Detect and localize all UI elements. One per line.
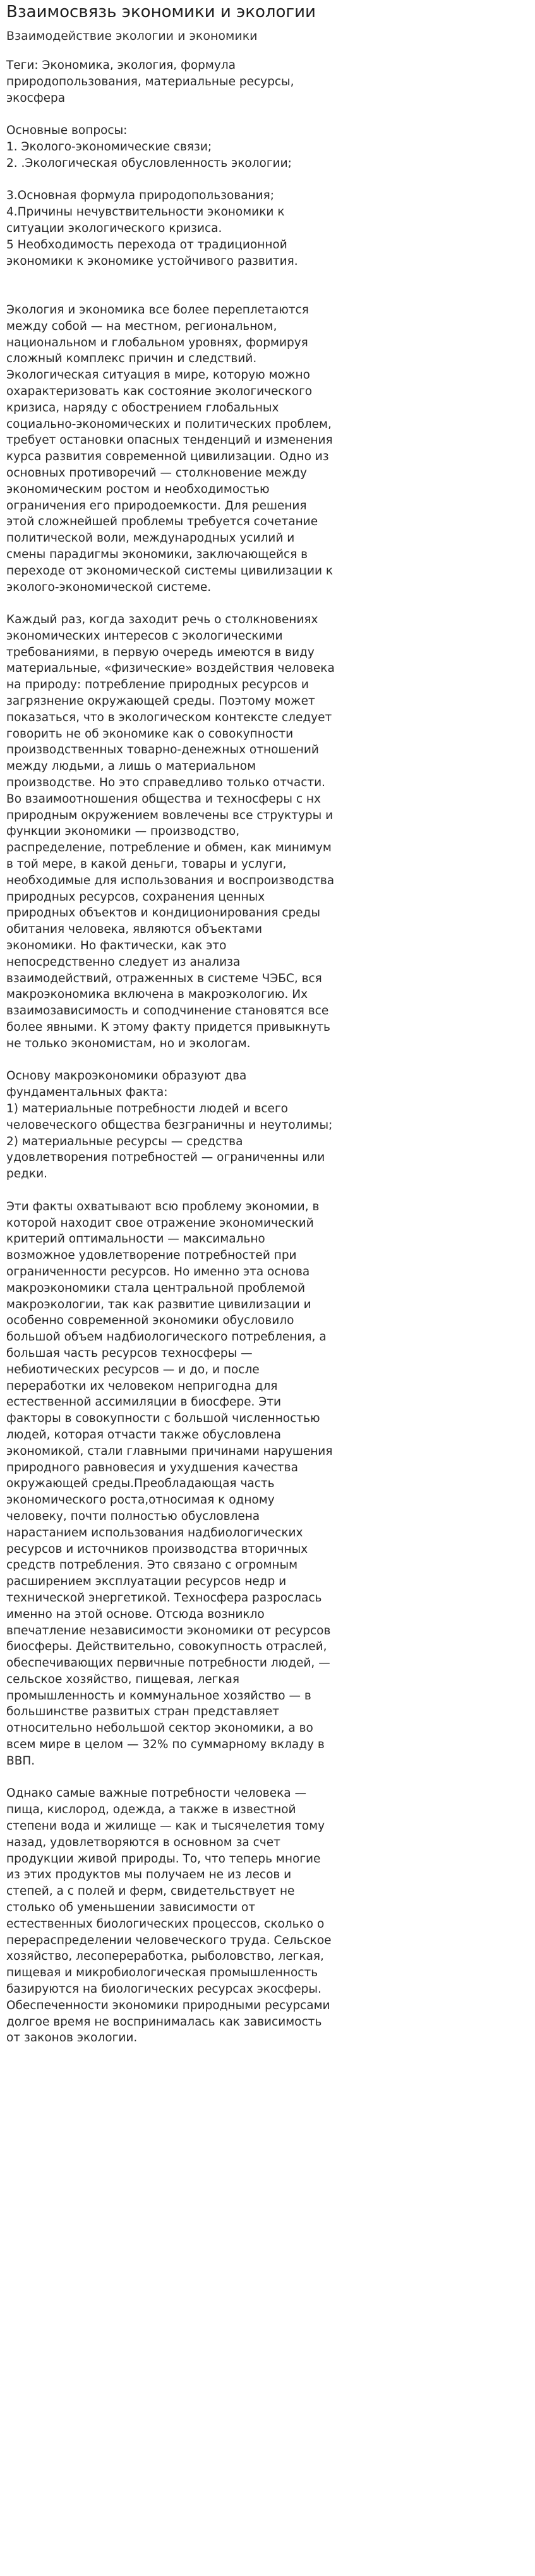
article [6,0,335,2046]
article-body: Теги: Экономика, экология, формула природопользования, материальные ресурсы, экосфера Основные вопросы: 1. Эколого-экономические связи; 2. .Экологическая обусловленность экологии; 3.Основная формула природопользования; 4.Причины нечувствительности экономики к ситуации экологического кризиса. 5 Необходимость перехода от традиционной экономики к экономике устойчивого развития. Экология и экономика все более переплетаются между собой — на местном, региональном, национальном и глобальном уровнях, формируя сложный комплекс причин и следствий. Экологическая ситуация в мире, которую можно охарактеризовать как состояние экологического кризиса, наряду с обострением глобальных социально-экономических и политических проблем, требует остановки опасных тенденций и изменения курса развития современной цивилизации. Одно из основных противоречий — столкновение между экономическим ростом и необходимостью ограничения его природоемкости. Для решения этой сложнейшей проблемы требуется сочетание политической воли, международных усилий и смены парадигмы экономики, заключающейся в переходе от экономической системы цивилизации к эколого-экономической системе. Каждый раз, когда заходит речь о столкновениях экономических интересов с экологическими требованиями, в первую очередь имеются в виду материальные, «физические» воздействия человека на природу: потребление природных ресурсов и загрязнение окружающей среды. Поэтому может показаться, что в экологическом контексте следует говорить не об экономике как о совокупности производственных товарно-денежных отношений между людьми, а лишь о материальном производстве. Но это справедливо только отчасти. Во взаимоотношения общества и техносферы с нх природным окружением вовлечены все структуры и функции экономики — производство, распределение, потребление и обмен, как минимум в той мере, в какой деньги, товары и услуги, необходимые для использования и воспроизводства природных ресурсов, сохранения ценных природных объектов и кондиционирования среды обитания человека, являются объектами экономики. Но фактически, как это непосредственно следует из анализа взаимодействий, отраженных в системе ЧЭБС, вся макроэкономика включена в макроэкологию. Их взаимозависимость и соподчинение становятся все более явными. К этому факту придется привыкнуть не только экономистам, но и экологам. Основу макроэкономики образуют два фундаментальных факта: 1) материальные потребности людей и всего человеческого общества безграничны и неутолимы; 2) материальные ресурсы — средства удовлетворения потребностей — ограниченны или редки. Эти факты охватывают всю проблему экономии, в которой находит свое отражение экономический критерий оптимальности — максимально возможное удовлетворение потребностей при ограниченности ресурсов. Но именно эта основа макроэкономики стала центральной проблемой макроэкологии, так как развитие цивилизации и особенно современной экономики обусловило большой объем надбиологического потребления, а большая часть ресурсов техносферы — небиотических ресурсов — и до, и после переработки их человеком непригодна для естественной ассимиляции в биосфере. Эти факторы в совокупности с большой численностью людей, которая отчасти также обусловлена экономикой, стали главными причинами нарушения природного равновесия и ухудшения качества окружающей среды.Преобладающая часть экономического роста,относимая к одному человеку, почти полностью обусловлена нарастанием использования надбиологических ресурсов и источников производства вторичных средств потребления. Это связано с огромным расширением эксплуатации ресурсов недр и технической энергетикой. Техносфера разрослась именно на этой основе. Отсюда возникло впечатление независимости экономики от ресурсов биосферы. Действительно, совокупность отраслей, обеспечивающих первичные потребности людей, — сельское хозяйство, пищевая, легкая промышленность и коммунальное хозяйство — в большинстве развитых стран представляет относительно небольшой сектор экономики, а во всем мире в целом — 32% по суммарному вкладу в ВВП. Однако самые важные потребности человека — пища, кислород, одежда, а также в известной степени вода и жилище — как и тысячелетия тому назад, удовлетворяются в основном за счет продукции живой природы. То, что теперь многие из этих продуктов мы получаем не из лесов и степей, а с полей и ферм, свидетельствует не столько об уменьшении зависимости от естественных биологических процессов, сколько о перераспределении человеческого труда. Сельское хозяйство, лесопереработка, рыболовство, легкая, пищевая и микробиологическая промышленность базируются на биологических ресурсах экосферы. Обеспеченности экономики природными ресурсами долгое время не воспринималась как зависимость от законов экологии. [6,59,335,2045]
page-title: Взаимосвязь экономики и экологии [6,3,316,21]
page-subtitle: Взаимодействие экологии и экономики [6,29,258,43]
